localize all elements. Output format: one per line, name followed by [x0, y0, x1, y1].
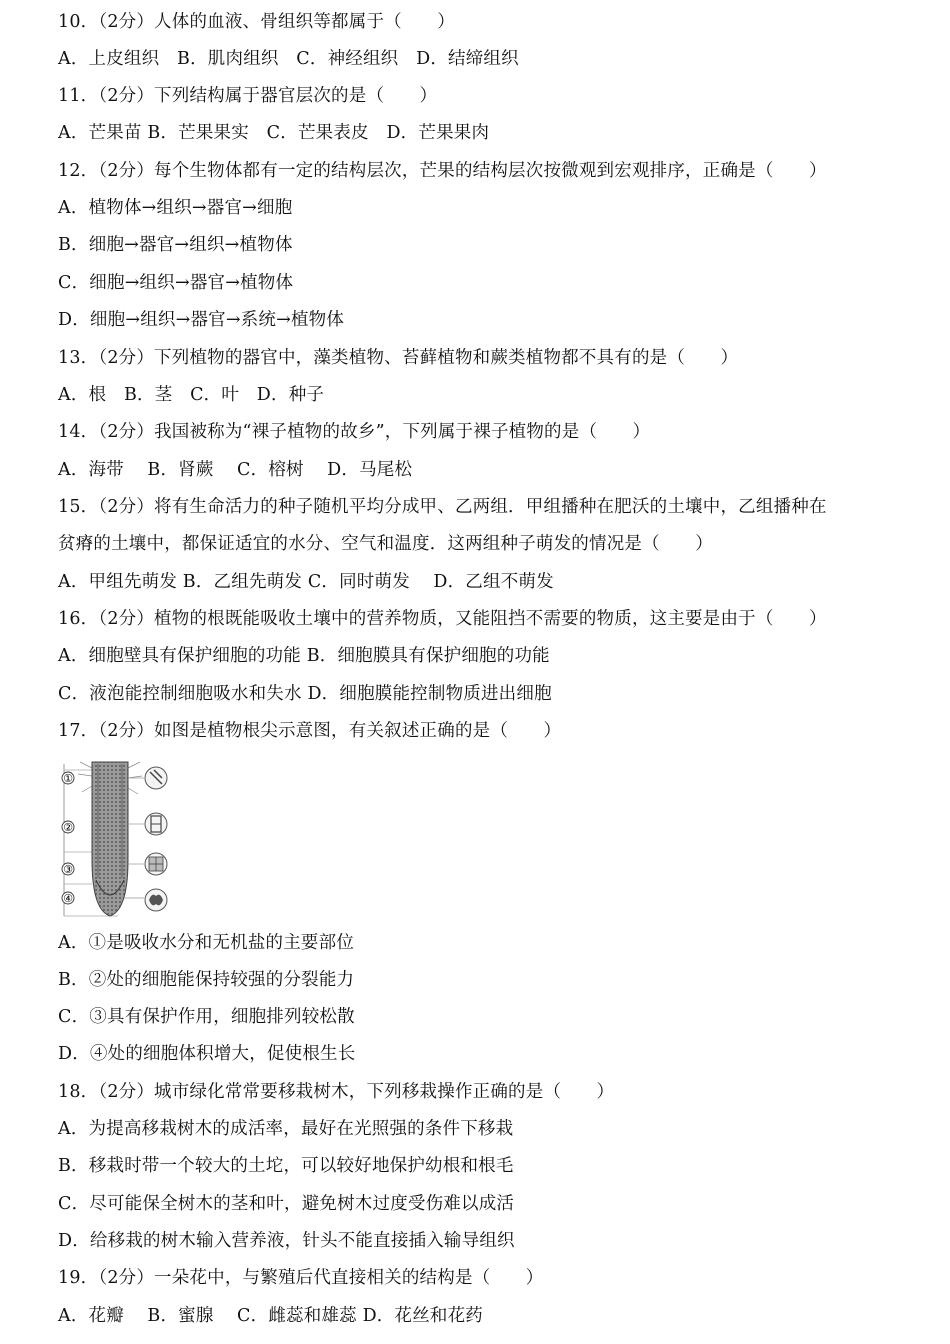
q18-stem: 18．（2分）城市绿化常常要移栽树木，下列移栽操作正确的是（ ） [58, 1082, 615, 1102]
q16-options-ab: A．细胞壁具有保护细胞的功能 B．细胞膜具有保护细胞的功能 [58, 646, 550, 666]
q16-stem: 16．（2分）植物的根既能吸收土壤中的营养物质，又能阻挡不需要的物质，这主要是由于（ ） [58, 609, 827, 629]
q15-stem-line2: 贫瘠的土壤中，都保证适宜的水分、空气和温度．这两组种子萌发的情况是（ ） [58, 534, 713, 554]
q18-option-b: B．移栽时带一个较大的土坨，可以较好地保护幼根和根毛 [58, 1156, 514, 1176]
q11-stem: 11．（2分）下列结构属于器官层次的是（ ） [58, 86, 438, 106]
root-tip-figure [58, 760, 176, 920]
q12-stem: 12．（2分）每个生物体都有一定的结构层次，芒果的结构层次按微观到宏观排序，正确是（ ） [58, 161, 827, 181]
q15-options: A．甲组先萌发 B．乙组先萌发 C．同时萌发 D．乙组不萌发 [58, 572, 554, 592]
q19-stem: 19．（2分）一朵花中，与繁殖后代直接相关的结构是（ ） [58, 1268, 544, 1288]
q17-option-d: D．④处的细胞体积增大，促使根生长 [58, 1044, 356, 1064]
q18-option-d: D．给移栽的树木输入营养液，针头不能直接插入输导组织 [58, 1231, 515, 1251]
q19-options: A．花瓣 B．蜜腺 C．雌蕊和雄蕊 D．花丝和花药 [58, 1306, 484, 1326]
root-label-4: ④ [63, 892, 73, 905]
q11-options: A．芒果苗 B．芒果果实 C．芒果表皮 D．芒果果肉 [58, 123, 490, 143]
q15-stem-line1: 15．（2分）将有生命活力的种子随机平均分成甲、乙两组．甲组播种在肥沃的土壤中，乙组播种在 [58, 497, 827, 517]
q17-option-c: C．③具有保护作用，细胞排列较松散 [58, 1007, 355, 1027]
q14-options: A．海带 B．肾蕨 C．榕树 D．马尾松 [58, 460, 413, 480]
q12-option-b: B．细胞→器官→组织→植物体 [58, 235, 293, 255]
q13-stem: 13．（2分）下列植物的器官中，藻类植物、苔藓植物和蕨类植物都不具有的是（ ） [58, 348, 739, 368]
root-tip-body [92, 762, 128, 916]
q12-option-c: C．细胞→组织→器官→植物体 [58, 273, 294, 293]
root-label-1: ① [63, 772, 73, 785]
q17-option-b: B．②处的细胞能保持较强的分裂能力 [58, 970, 355, 990]
q10-stem: 10．（2分）人体的血液、骨组织等都属于（ ） [58, 12, 455, 32]
q17-option-a: A．①是吸收水分和无机盐的主要部位 [58, 933, 355, 953]
root-label-3: ③ [63, 863, 73, 876]
q18-option-a: A．为提高移栽树木的成活率，最好在光照强的条件下移栽 [58, 1119, 514, 1139]
q12-option-d: D．细胞→组织→器官→系统→植物体 [58, 310, 345, 330]
q18-option-c: C．尽可能保全树木的茎和叶，避免树木过度受伤难以成活 [58, 1194, 515, 1214]
q17-stem: 17．（2分）如图是植物根尖示意图，有关叙述正确的是（ ） [58, 721, 562, 741]
q10-options: A．上皮组织 B．肌肉组织 C．神经组织 D．结缔组织 [58, 49, 519, 69]
q16-options-cd: C．液泡能控制细胞吸水和失水 D．细胞膜能控制物质进出细胞 [58, 684, 552, 704]
root-label-2: ② [63, 821, 73, 834]
q12-option-a: A．植物体→组织→器官→细胞 [58, 198, 293, 218]
q13-options: A．根 B．茎 C．叶 D．种子 [58, 385, 325, 405]
q14-stem: 14．（2分）我国被称为“裸子植物的故乡”，下列属于裸子植物的是（ ） [58, 422, 651, 442]
